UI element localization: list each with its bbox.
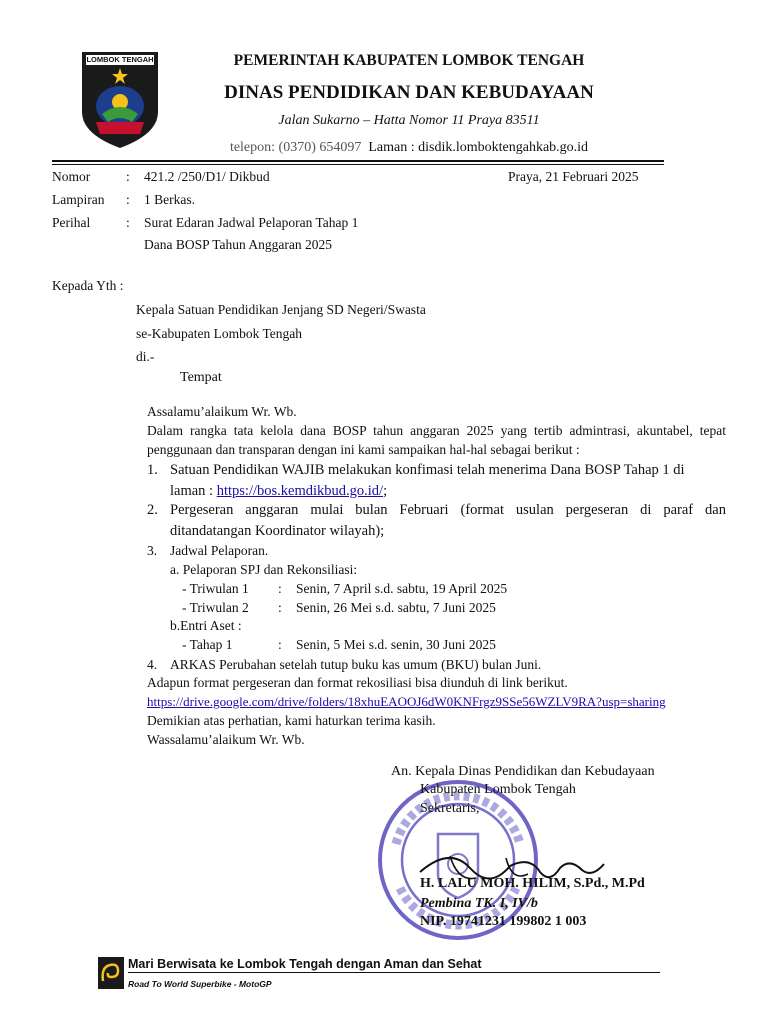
letterhead-divider-thick: [52, 160, 664, 162]
meta-lampiran-row: [0, 192, 768, 212]
item1-prefix: laman :: [170, 483, 217, 499]
agency-name: DINAS PENDIDIKAN DAN KEBUDAYAAN: [224, 82, 594, 103]
signature-title-line3: Sekretaris,: [420, 801, 480, 816]
recipient-line2: se-Kabupaten Lombok Tengah: [136, 326, 303, 341]
kepada-label: Kepada Yth :: [52, 278, 124, 293]
government-name: PEMERINTAH KABUPATEN LOMBOK TENGAH: [233, 52, 585, 69]
perihal-line1: Surat Edaran Jadwal Pelaporan Tahap 1: [144, 215, 359, 230]
signature-title-line2: Kabupaten Lombok Tengah: [420, 782, 576, 797]
subitem-a: a. Pelaporan SPJ dan Rekonsiliasi:: [170, 562, 358, 577]
logo-text: LOMBOK TENGAH: [86, 55, 154, 64]
perihal-colon: :: [126, 215, 130, 230]
item1-text-main: Satuan Pendidikan WAJIB melakukan konfimasi telah menerima Dana BOSP Tahap 1 di: [170, 462, 685, 478]
nomor-colon: :: [126, 169, 130, 184]
intro-paragraph: Dalam rangka tata kelola dana BOSP tahun anggaran 2025 yang tertib admintrasi, akuntabel, tepat penggunaan dan transparan dengan ini kami sampaikan hal-hal sebagai berikut :: [147, 423, 726, 457]
nomor-value: 421.2 /250/D1/ Dikbud: [144, 169, 270, 184]
item3-text: Jadwal Pelaporan.: [170, 543, 269, 558]
signatory-rank: Pembina TK. I, IV/b: [420, 896, 538, 911]
signatory-nip: NIP. 19741231 199802 1 003: [420, 914, 587, 929]
item1-suffix: ;: [383, 483, 388, 499]
recipient-line3: di.-: [136, 349, 155, 364]
signature-title-line1: An. Kepala Dinas Pendidikan dan Kebudayaan: [391, 764, 655, 779]
agency-contact: [0, 140, 768, 156]
agency-telephone: telepon: (0370) 654097: [229, 140, 362, 155]
triwulan1-label: - Triwulan 1: [182, 581, 249, 596]
bos-kemdikbud-link[interactable]: https://bos.kemdikbud.go.id/: [216, 483, 384, 499]
nomor-label: Nomor: [52, 169, 91, 184]
closing-sentence: Demikian atas perhatian, kami haturkan terima kasih.: [147, 713, 436, 728]
letterhead-divider-thin: [52, 164, 664, 165]
motogp-circuit-icon: [98, 957, 124, 989]
footer-divider: [128, 972, 660, 973]
tahap1-colon: :: [278, 637, 282, 652]
item1-text: [170, 460, 726, 502]
tahap1-value: Senin, 5 Mei s.d. senin, 30 Juni 2025: [296, 637, 496, 652]
subitem-b: b.Entri Aset :: [170, 618, 242, 633]
item4-number: 4.: [147, 657, 158, 672]
triwulan1-colon: :: [278, 581, 282, 596]
lampiran-label: Lampiran: [52, 192, 105, 207]
recipient-line1: Kepala Satuan Pendidikan Jenjang SD Negeri/Swasta: [136, 302, 426, 317]
item2-number: 2.: [147, 502, 158, 518]
format-note: Adapun format pergeseran dan format rekosiliasi bisa diunduh di link berikut.: [147, 675, 568, 690]
perihal-line2: Dana BOSP Tahun Anggaran 2025: [144, 237, 333, 252]
item3-number: 3.: [147, 543, 158, 558]
recipient-place: Tempat: [180, 370, 222, 385]
greeting: Assalamu’alaikum Wr. Wb.: [147, 404, 297, 419]
lampiran-value: 1 Berkas.: [144, 192, 195, 207]
triwulan1-value: Senin, 7 April s.d. sabtu, 19 April 2025: [296, 581, 508, 596]
triwulan2-colon: :: [278, 600, 282, 615]
footer-slogan: Mari Berwisata ke Lombok Tengah dengan Aman dan Sehat: [128, 957, 482, 971]
signatory-name: H. LALU MOH. HILIM, S.Pd., M.Pd: [420, 876, 645, 891]
agency-address: Jalan Sukarno – Hatta Nomor 11 Praya 83511: [278, 113, 540, 128]
agency-website: Laman : disdik.lomboktengahkab.go.id: [368, 140, 589, 155]
item2-text: Pergeseran anggaran mulai bulan Februari (format usulan pergeseran di paraf dan ditandatangan Koordinator wilayah);: [170, 502, 726, 539]
footer-tagline: Road To World Superbike - MotoGP: [128, 979, 272, 989]
meta-nomor-row: [0, 169, 768, 189]
tahap1-label: - Tahap 1: [182, 637, 233, 652]
closing-greeting: Wassalamu’alaikum Wr. Wb.: [147, 732, 305, 747]
letter-date: Praya, 21 Februari 2025: [508, 169, 639, 184]
drive-folder-link[interactable]: https://drive.google.com/drive/folders/18xhuEAOOJ6dW0KNFrgz9SSe56WZLV9RA?usp=sharing: [147, 694, 666, 709]
lampiran-colon: :: [126, 192, 130, 207]
meta-perihal-row: [0, 215, 768, 235]
triwulan2-value: Senin, 26 Mei s.d. sabtu, 7 Juni 2025: [296, 600, 496, 615]
item1-number: 1.: [147, 462, 158, 478]
item4-text: ARKAS Perubahan setelah tutup buku kas umum (BKU) bulan Juni.: [170, 657, 542, 672]
perihal-label: Perihal: [52, 215, 91, 230]
triwulan2-label: - Triwulan 2: [182, 600, 249, 615]
